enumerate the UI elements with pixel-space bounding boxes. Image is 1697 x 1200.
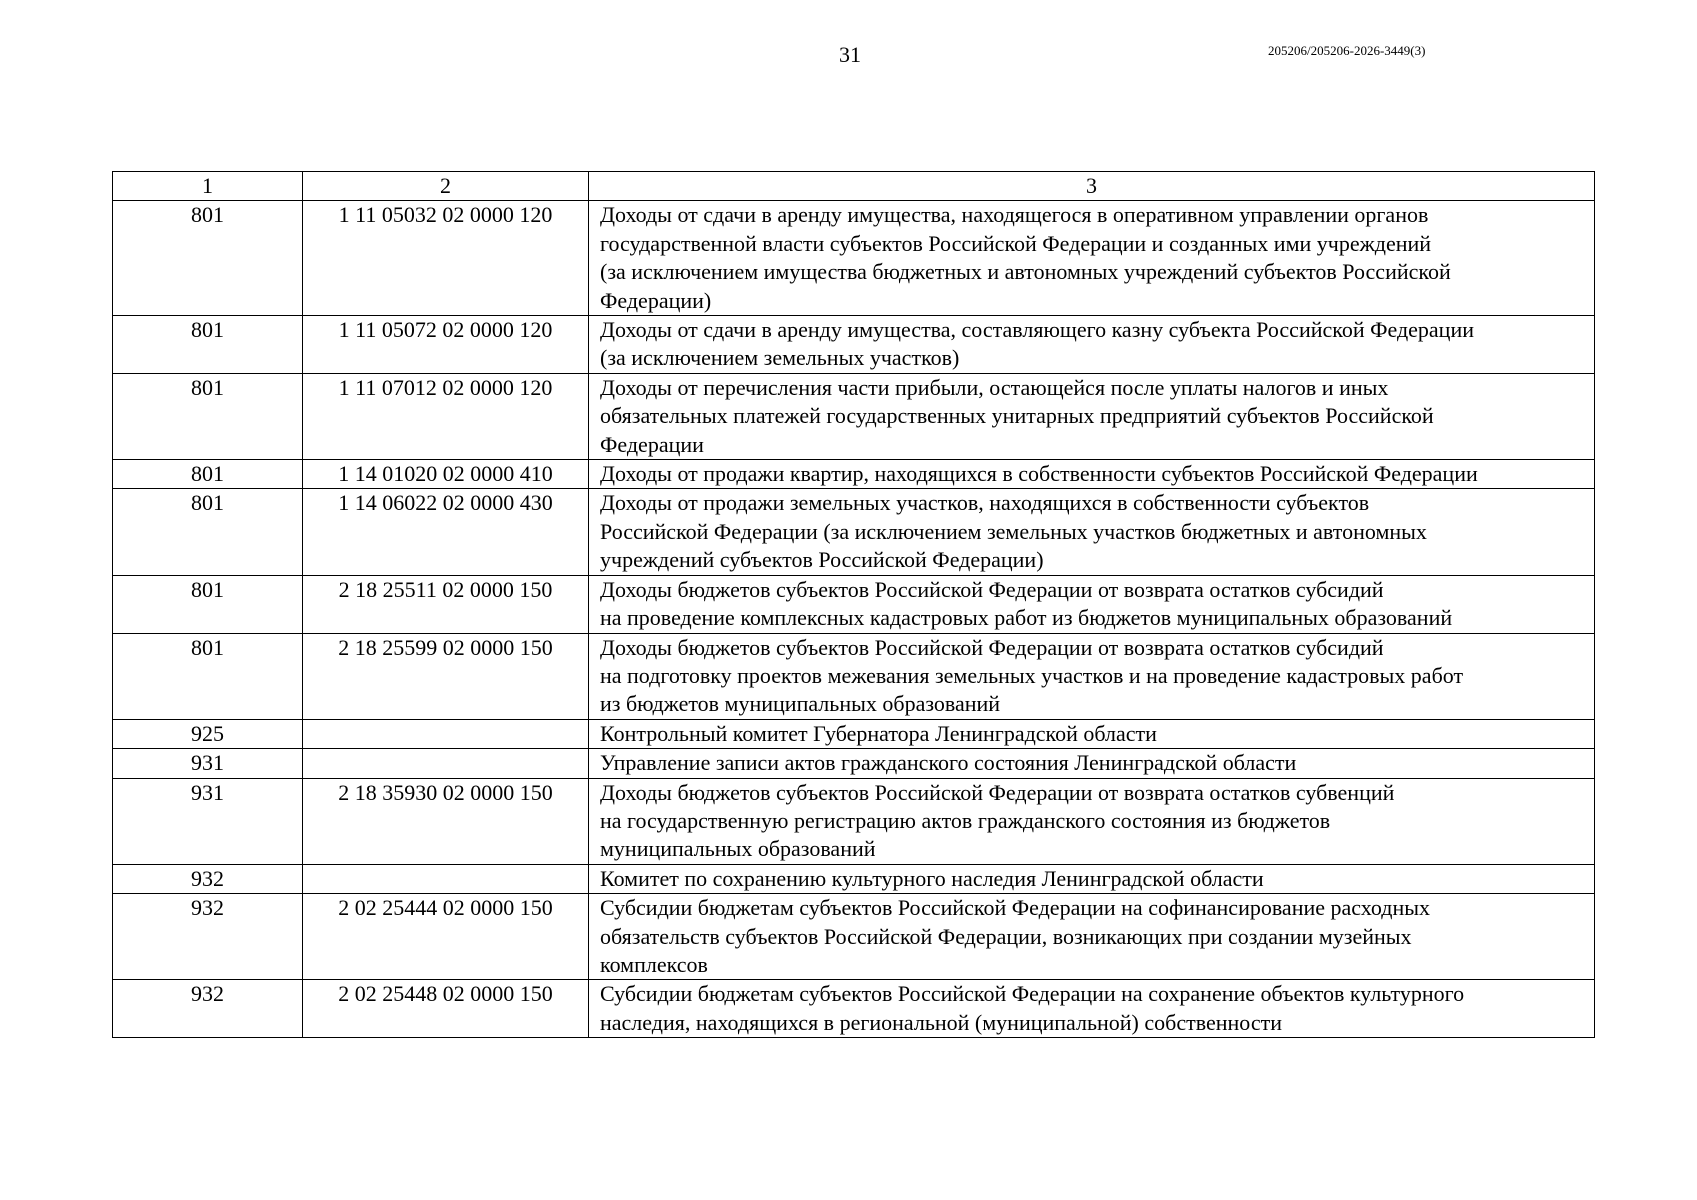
revenue-code-cell: 1 11 05072 02 0000 120 [303, 316, 589, 374]
revenue-codes-table [112, 171, 1595, 1038]
header-col-1: 1 [113, 172, 303, 201]
revenue-name-cell [589, 201, 1595, 316]
admin-code-cell: 801 [113, 575, 303, 633]
table-row [113, 575, 1595, 633]
revenue-name-line: Управление записи актов гражданского состояния Ленинградской области [600, 750, 1297, 776]
admin-code-cell: 801 [113, 373, 303, 459]
revenue-name-cell [589, 575, 1595, 633]
revenue-name-cell [589, 373, 1595, 459]
revenue-name-line: Доходы бюджетов субъектов Российской Федерации от возврата остатков субвенций [600, 779, 1395, 805]
revenue-name-line: Доходы от сдачи в аренду имущества, составляющего казну субъекта Российской Федерации [600, 317, 1474, 343]
revenue-name-line: Субсидии бюджетам субъектов Российской Федерации на сохранение объектов культурного [600, 981, 1465, 1007]
revenue-name-line: Комитет по сохранению культурного наследия Ленинградской области [600, 865, 1264, 891]
revenue-name-line: на государственную регистрацию актов гражданского состояния из бюджетов [600, 807, 1331, 833]
page-number: 31 [839, 42, 861, 67]
revenue-name-line: (за исключением имущества бюджетных и автономных учреждений субъектов Российской [600, 259, 1451, 285]
revenue-name-line: муниципальных образований [600, 836, 876, 862]
revenue-code-cell: 2 18 25599 02 0000 150 [303, 633, 589, 719]
revenue-name-line: государственной власти субъектов Российской Федерации и созданных ими учреждений [600, 230, 1432, 256]
admin-code-cell: 801 [113, 316, 303, 374]
table-row [113, 460, 1595, 489]
header-col-2: 2 [303, 172, 589, 201]
table-row [113, 373, 1595, 459]
revenue-name-line: обязательных платежей государственных унитарных предприятий субъектов Российской [600, 403, 1434, 429]
revenue-name-line: на проведение комплексных кадастровых работ из бюджетов муниципальных образований [600, 605, 1453, 631]
table-row [113, 633, 1595, 719]
revenue-name-cell [589, 864, 1595, 893]
revenue-name-line: учреждений субъектов Российской Федерации) [600, 547, 1044, 573]
table-row [113, 719, 1595, 748]
admin-code-cell: 925 [113, 719, 303, 748]
table-row [113, 778, 1595, 864]
revenue-name-line: Федерации [600, 431, 704, 457]
admin-code-cell: 932 [113, 894, 303, 980]
revenue-name-line: комплексов [600, 951, 708, 977]
revenue-code-cell [303, 864, 589, 893]
revenue-name-line: Доходы бюджетов субъектов Российской Федерации от возврата остатков субсидий [600, 634, 1384, 660]
revenue-code-cell: 1 14 06022 02 0000 430 [303, 489, 589, 575]
revenue-code-cell: 2 02 25448 02 0000 150 [303, 980, 589, 1038]
revenue-name-cell [589, 719, 1595, 748]
revenue-name-cell [589, 633, 1595, 719]
revenue-code-cell: 1 14 01020 02 0000 410 [303, 460, 589, 489]
revenue-name-line: Федерации) [600, 287, 712, 313]
revenue-name-line: Доходы от продажи земельных участков, находящихся в собственности субъектов [600, 490, 1370, 516]
revenue-name-cell [589, 749, 1595, 778]
revenue-code-cell [303, 749, 589, 778]
admin-code-cell: 932 [113, 980, 303, 1038]
table-row [113, 749, 1595, 778]
admin-code-cell: 931 [113, 778, 303, 864]
admin-code-cell: 801 [113, 633, 303, 719]
revenue-name-cell [589, 980, 1595, 1038]
revenue-name-line: обязательств субъектов Российской Федерации, возникающих при создании музейных [600, 923, 1412, 949]
revenue-name-line: Субсидии бюджетам субъектов Российской Федерации на софинансирование расходных [600, 895, 1431, 921]
table-row [113, 894, 1595, 980]
table-body [113, 201, 1595, 1038]
revenue-code-cell: 2 02 25444 02 0000 150 [303, 894, 589, 980]
revenue-name-line: Доходы от перечисления части прибыли, остающейся после уплаты налогов и иных [600, 374, 1389, 400]
revenue-code-cell: 2 18 35930 02 0000 150 [303, 778, 589, 864]
admin-code-cell: 801 [113, 460, 303, 489]
table-row [113, 489, 1595, 575]
revenue-code-cell: 1 11 05032 02 0000 120 [303, 201, 589, 316]
table-row [113, 980, 1595, 1038]
admin-code-cell: 801 [113, 489, 303, 575]
table-header-row [113, 172, 1595, 201]
revenue-name-cell [589, 778, 1595, 864]
revenue-code-cell: 1 11 07012 02 0000 120 [303, 373, 589, 459]
document-code: 205206/205206-2026-3449(3) [1268, 43, 1426, 58]
admin-code-cell: 932 [113, 864, 303, 893]
revenue-name-line: наследия, находящихся в региональной (муниципальной) собственности [600, 1009, 1282, 1035]
revenue-code-cell: 2 18 25511 02 0000 150 [303, 575, 589, 633]
header-col-3: 3 [589, 172, 1595, 201]
admin-code-cell: 931 [113, 749, 303, 778]
table-row [113, 201, 1595, 316]
revenue-name-cell [589, 489, 1595, 575]
table-row [113, 316, 1595, 374]
admin-code-cell: 801 [113, 201, 303, 316]
revenue-name-cell [589, 316, 1595, 374]
revenue-name-line: Доходы бюджетов субъектов Российской Федерации от возврата остатков субсидий [600, 576, 1384, 602]
revenue-name-line: Доходы от сдачи в аренду имущества, находящегося в оперативном управлении органов [600, 202, 1429, 228]
table-row [113, 864, 1595, 893]
revenue-name-cell [589, 894, 1595, 980]
revenue-name-line: Доходы от продажи квартир, находящихся в собственности субъектов Российской Федерации [600, 461, 1478, 487]
revenue-name-line: Российской Федерации (за исключением земельных участков бюджетных и автономных [600, 518, 1427, 544]
revenue-code-cell [303, 719, 589, 748]
revenue-name-line: (за исключением земельных участков) [600, 345, 960, 371]
revenue-name-line: из бюджетов муниципальных образований [600, 691, 1001, 717]
revenue-name-cell [589, 460, 1595, 489]
revenue-name-line: на подготовку проектов межевания земельных участков и на проведение кадастровых работ [600, 662, 1464, 688]
revenue-name-line: Контрольный комитет Губернатора Ленинградской области [600, 720, 1157, 746]
